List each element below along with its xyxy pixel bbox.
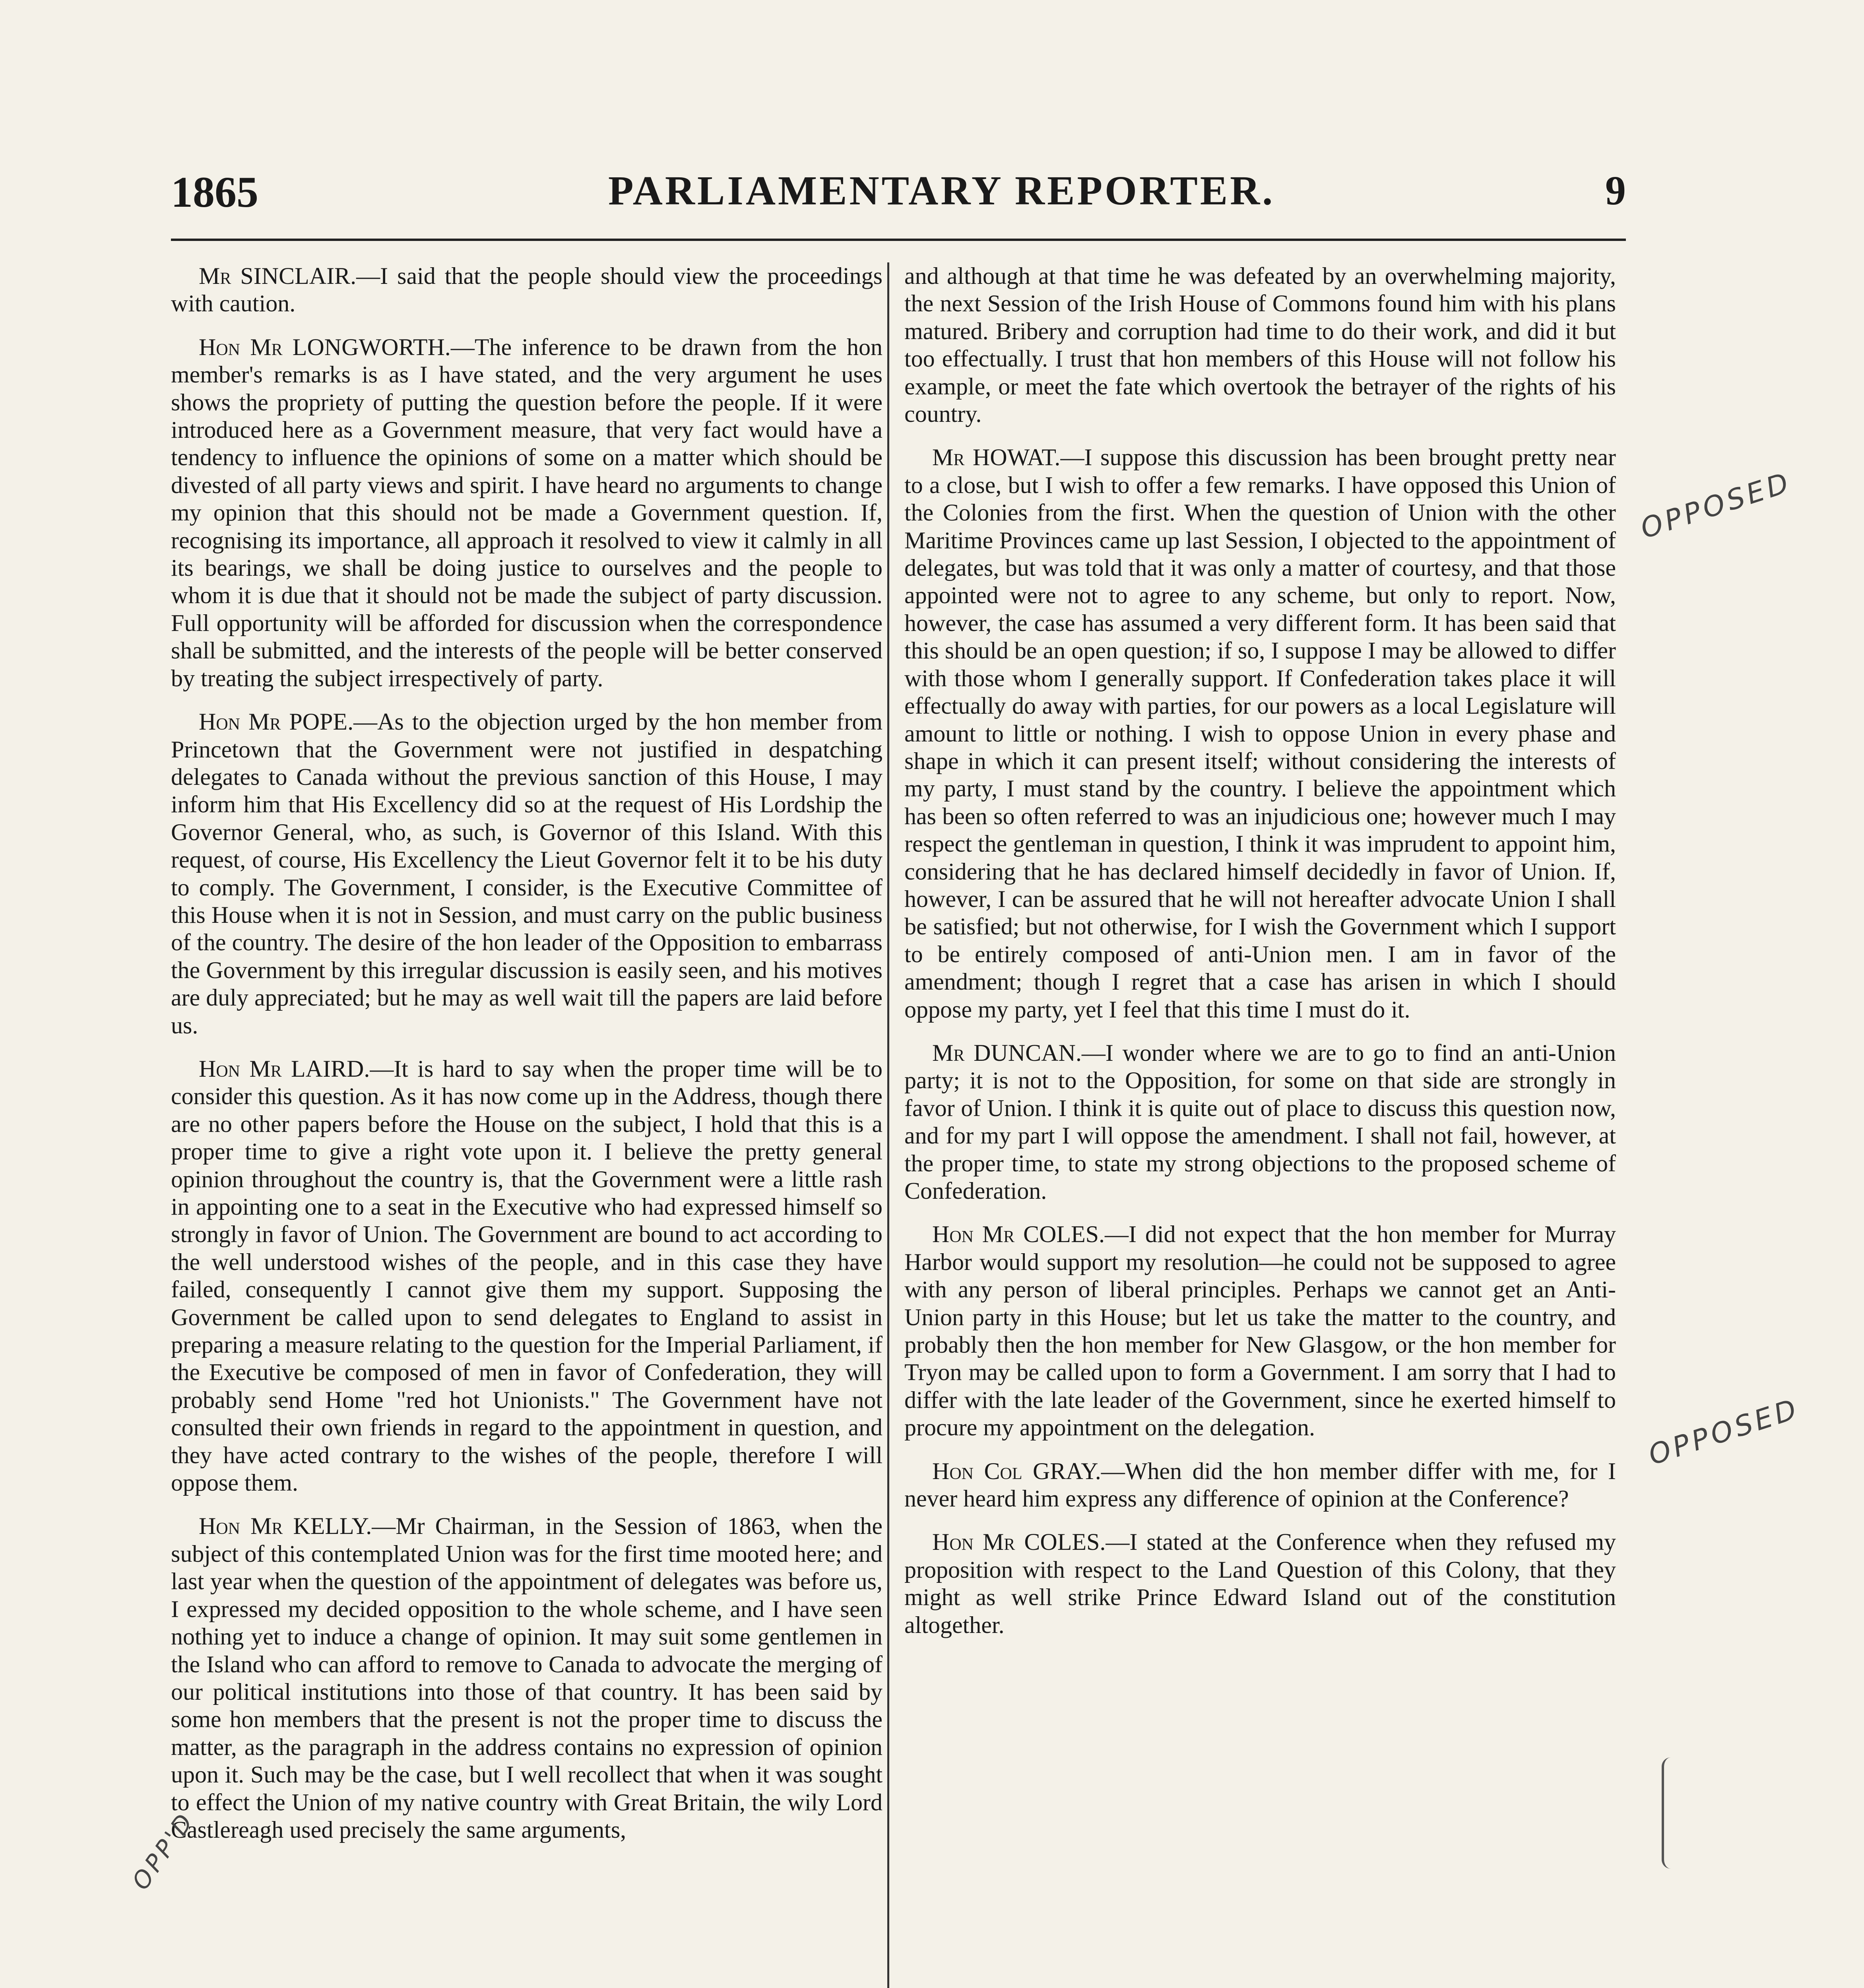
header-year: 1865 [171,168,258,216]
speech-text: —I said that the people should view the proceedings with caution. [171,263,883,317]
speech-text: —Mr Chairman, in the Session of 1863, when the subject of this contemplated Union was for the first time mooted here; and last year when the question of the appointment of delegates was before us, I expressed my decided opposition to the whole scheme, and I have seen nothing yet to induce a change of opinion. It may suit some gentlemen in the Island who can afford to remove to Canada to advocate the merging of our political institutions into those of that country. It has been said by some hon members that the present is not the proper time to discuss the matter, as the paragraph in the address contains no expression of opinion upon it. Such may be the case, but I well recollect that when it was sought to effect the Union of my native country with Great Britain, the wily Lord Castlereagh used precisely the same arguments, [171,1513,883,1843]
paragraph [904,1528,1616,1639]
paragraph [171,262,883,318]
speech-text: —I wonder where we are to go to find an anti-Union party; it is not to the Opposition, for some on that side are strongly in favor of Union. I think it is quite out of place to discuss this question now, and for my part I will oppose the amendment. I shall not fail, however, at the proper time, to state my strong objections to the proposed scheme of Confederation. [904,1039,1616,1204]
speaker-name: Hon Mr LONGWORTH. [199,334,451,360]
speaker-name: Mr SINCLAIR. [199,263,357,289]
speech-text: —I stated at the Conference when they refused my proposition with respect to the Land Question of this Colony, that they might as well strike Prince Edward Island out of the constitution altogether. [904,1529,1616,1638]
header-title: PARLIAMENTARY REPORTER. [608,168,1275,214]
paragraph [171,1055,883,1497]
speech-text: —I suppose this discussion has been brought pretty near to a close, but I wish to offer a few remarks. I have opposed this Union of the Colonies from the first. When the question of Union with the other Maritime Provinces came up last Session, I objected to the appointment of delegates, but was told that it was only a matter of courtesy, and that those appointed were not to agree to any scheme, but only to report. Now, however, the case has assumed a very different form. It has been said that this should be an open question; if so, I suppose I may be allowed to differ with those whom I generally support. If Confederation takes place it will effectually do away with parties, for our powers as a local Legislature will amount to little or nothing. I wish to oppose Union in every phase and shape in which it can present itself; without considering the interests of my party, I must stand by the country. I believe the appointment which has been so often referred to was an injudicious one; however much I may respect the gentleman in question, I think it was imprudent to appoint him, considering that he has declared himself decidedly in favor of Union. If, however, I can be assured that he will not hereafter advocate Union I shall be satisfied; but not otherwise, for I wish the Government which I support to be entirely composed of anti-Union men. I am in favor of the amendment; though I regret that a case has arisen in which I should oppose my party, yet I feel that this time I must do it. [904,444,1616,1023]
speech-text: —When did the hon member differ with me, for I never heard him express any difference of opinion at the Conference? [904,1458,1616,1512]
page-header [171,159,1626,227]
paragraph [904,1039,1616,1205]
handwritten-annotation: OPPOSED [1636,466,1796,545]
paragraph [171,1512,883,1844]
speech-text: and although at that time he was defeated by an overwhelming majority, the next Session of the Irish House of Commons found him with his plans matured. Bribery and corruption had time to do their work, and did it but too effectually. I trust that hon members of this House will not follow his example, or meet the fate which overtook the betrayer of the rights of his country. [904,263,1616,427]
speaker-name: Hon Mr KELLY. [199,1513,372,1540]
speaker-name: Hon Col GRAY. [932,1458,1101,1484]
paragraph [904,444,1616,1023]
paragraph [171,334,883,692]
speech-text: —As to the objection urged by the hon member from Princetown that the Government were not justified in despatching delegates to Canada without the previous sanction of this House, I may inform him that His Excellency did so at the request of His Lordship the Governor General, who, as such, is Governor of this Island. With this request, of course, His Excellency the Lieut Governor felt it to be his duty to comply. The Government, I consider, is the Executive Committee of this House when it is not in Session, and must carry on the public business of the country. The desire of the hon leader of the Opposition to embarrass the Government by this irregular discussion is easily seen, and his motives are duly appreciated; but he may as well wait till the papers are laid before us. [171,709,883,1039]
paragraph [904,1458,1616,1513]
speech-text: —The inference to be drawn from the hon member's remarks is as I have stated, and the very argument he uses shows the propriety of putting the question before the people. If it were introduced here as a Government measure, that very fact would have a tendency to influence the opinions of some on a matter which should be divested of all party views and spirit. I have heard no arguments to change my opinion that this should not be made a Government question. If, recognising its importance, all approach it resolved to view it calmly in all its bearings, we shall be doing justice to ourselves and the people to whom it is due that it should not be made the subject of party discussion. Full opportunity will be afforded for discussion when the correspondence shall be submitted, and the interests of the people will be better conserved by treating the subject irrespectively of party. [171,334,883,691]
speaker-name: Mr HOWAT. [932,444,1061,471]
speaker-name: Hon Mr COLES. [932,1529,1106,1555]
left-column [171,262,883,1988]
paragraph [904,262,1616,428]
speech-text: —It is hard to say when the proper time will be to consider this question. As it has now come up in the Address, though there are no other papers before the House on the subject, I hold that this is a proper time to give a right vote upon it. I believe the pretty general opinion throughout the country is, that the Government were a little rash in appointing one to a seat in the Executive who had expressed himself so strongly in favor of Union. The Government are bound to act according to the well understood wishes of the people, and in this case they have failed, consequently I cannot give them my support. Supposing the Government be called upon to send delegates to England to assist in preparing a measure relating to the question for the Imperial Parliament, if the Executive be composed of men in favor of Confederation, they will probably send Home "red hot Unionists." The Government have not consulted their own friends in regard to the appointment in question, and they have acted contrary to the wishes of the people, therefore I will oppose them. [171,1055,883,1496]
handwritten-annotation: OPPOSED [1644,1392,1804,1472]
speaker-name: Hon Mr LAIRD. [199,1055,370,1082]
column-divider [887,262,889,1988]
handwritten-annotation: OPP'D [126,1806,200,1895]
speech-text: —I did not expect that the hon member for Murray Harbor would support my resolution—he could not be supposed to agree with any person of liberal principles. Perhaps we cannot get an Anti-Union party in this House; but let us take the matter to the country, and probably then the hon member for New Glasgow, or the hon member for Tryon may be called upon to form a Government. I am sorry that I had to differ with the late leader of the Government, since he exerted himself to procure my appointment on the delegation. [904,1221,1616,1441]
right-column [904,262,1616,1988]
handwritten-bracket-mark [1662,1757,1680,1869]
page-number: 9 [1605,168,1626,214]
speaker-name: Hon Mr POPE. [199,709,354,735]
header-rule [171,239,1626,241]
speaker-name: Mr DUNCAN. [932,1039,1082,1066]
paragraph [171,708,883,1039]
speaker-name: Hon Mr COLES. [932,1221,1105,1248]
paragraph [904,1221,1616,1441]
